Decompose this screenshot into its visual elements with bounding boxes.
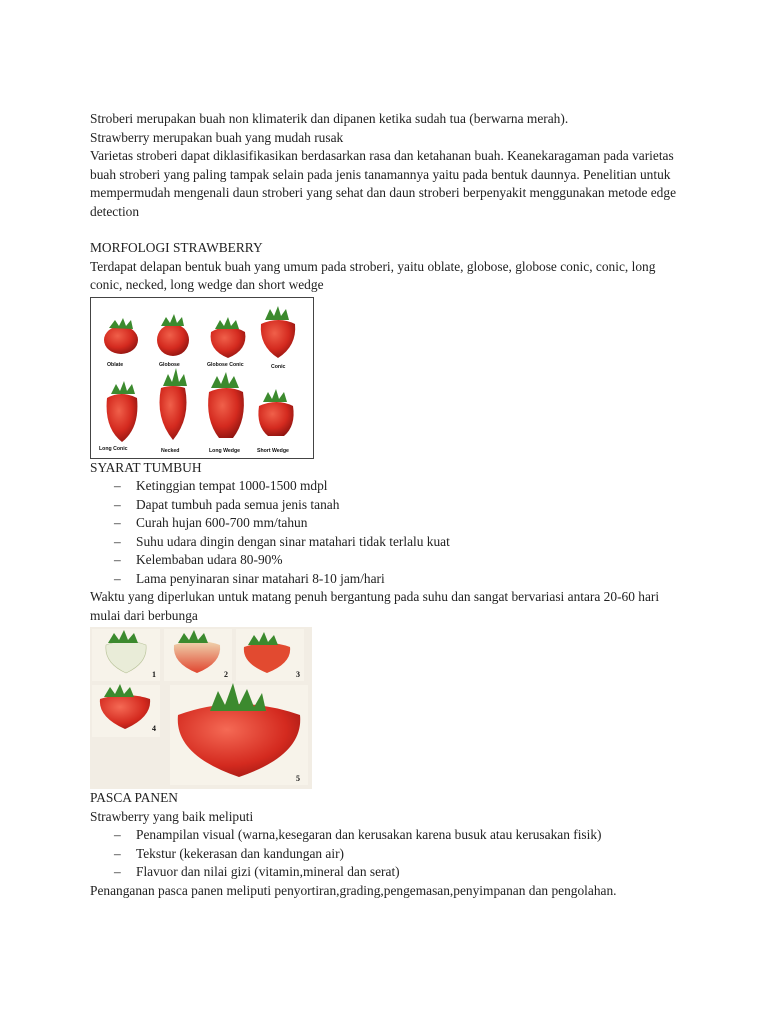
intro-paragraph: Varietas stroberi dapat diklasifikasikan berdasarkan rasa dan ketahanan buah. Keanekaragaman pada varietas buah stroberi yang paling tampak selain pada jenis tanamannya yaitu pada bentuk daunnya. Penelitian untuk mempermudah mengenali daun stroberi yang sehat dan daun stroberi berpenyakit menggunakan metode edge detection <box>90 148 677 219</box>
berry-conic <box>261 306 295 358</box>
shape-label-1: Oblate <box>107 361 124 368</box>
morfologi-heading: MORFOLOGI STRAWBERRY <box>90 240 263 255</box>
intro-line-2: Strawberry merupakan buah yang mudah rusak <box>90 129 344 145</box>
berry-oblate <box>104 318 138 354</box>
syarat-item: – Dapat tumbuh pada semua jenis tanah <box>114 496 690 515</box>
ripening-stages-figure <box>90 627 312 789</box>
strawberry-shapes-image <box>91 298 313 458</box>
strawberry-shapes-figure <box>90 297 314 459</box>
berry-long-wedge <box>208 372 244 438</box>
syarat-item: – Lama penyinaran sinar matahari 8-10 jam/hari <box>114 570 690 589</box>
stage-number-5: 5 <box>296 774 300 783</box>
shape-label-3: Globose Conic <box>207 361 244 368</box>
pasca-list <box>90 826 690 882</box>
shape-label-4: Conic <box>271 363 286 370</box>
pasca-intro: Strawberry yang baik meliputi <box>90 808 254 824</box>
syarat-item: – Ketinggian tempat 1000-1500 mdpl <box>114 477 690 496</box>
berry-necked <box>160 368 188 440</box>
syarat-item: – Kelembaban udara 80-90% <box>114 551 690 570</box>
shape-label-8: Short Wedge <box>257 447 289 454</box>
syarat-item: – Curah hujan 600-700 mm/tahun <box>114 514 690 533</box>
berry-globose <box>157 314 189 356</box>
stage-number-1: 1 <box>152 670 156 679</box>
morfologi-text: Terdapat delapan bentuk buah yang umum pada stroberi, yaitu oblate, globose, globose conic, conic, long conic, necked, long wedge dan short wedge <box>90 258 656 292</box>
shape-label-5: Long Conic <box>99 445 128 452</box>
syarat-item: – Suhu udara dingin dengan sinar matahari tidak terlalu kuat <box>114 533 690 552</box>
ripening-stages-image <box>90 627 312 789</box>
syarat-heading: SYARAT TUMBUH <box>90 459 202 475</box>
shape-label-7: Long Wedge <box>209 447 241 454</box>
syarat-list <box>90 477 690 588</box>
stage-number-3: 3 <box>296 670 300 679</box>
stage-number-4: 4 <box>152 724 156 733</box>
berry-long-conic <box>107 381 138 442</box>
ripening-text: Waktu yang diperlukan untuk matang penuh bergantung pada suhu dan sangat bervariasi antara 20-60 hari mulai dari berbunga <box>90 589 660 623</box>
pasca-item: – Tekstur (kekerasan dan kandungan air) <box>114 845 690 864</box>
shape-label-6: Necked <box>161 447 180 454</box>
berry-short-wedge <box>258 389 293 436</box>
pasca-closing: Penanganan pasca panen meliputi penyortiran,grading,pengemasan,penyimpanan dan pengolahan. <box>90 882 617 898</box>
pasca-item: – Penampilan visual (warna,kesegaran dan kerusakan karena busuk atau kerusakan fisik) <box>114 826 690 845</box>
shape-label-2: Globose <box>159 361 180 368</box>
pasca-item: – Flavuor dan nilai gizi (vitamin,mineral dan serat) <box>114 863 690 882</box>
stage-number-2: 2 <box>224 670 228 679</box>
document-page <box>90 110 690 900</box>
berry-globose-conic <box>211 317 246 358</box>
intro-line-1: Stroberi merupakan buah non klimaterik dan dipanen ketika sudah tua (berwarna merah). <box>90 111 569 126</box>
pasca-heading: PASCA PANEN <box>90 790 178 805</box>
